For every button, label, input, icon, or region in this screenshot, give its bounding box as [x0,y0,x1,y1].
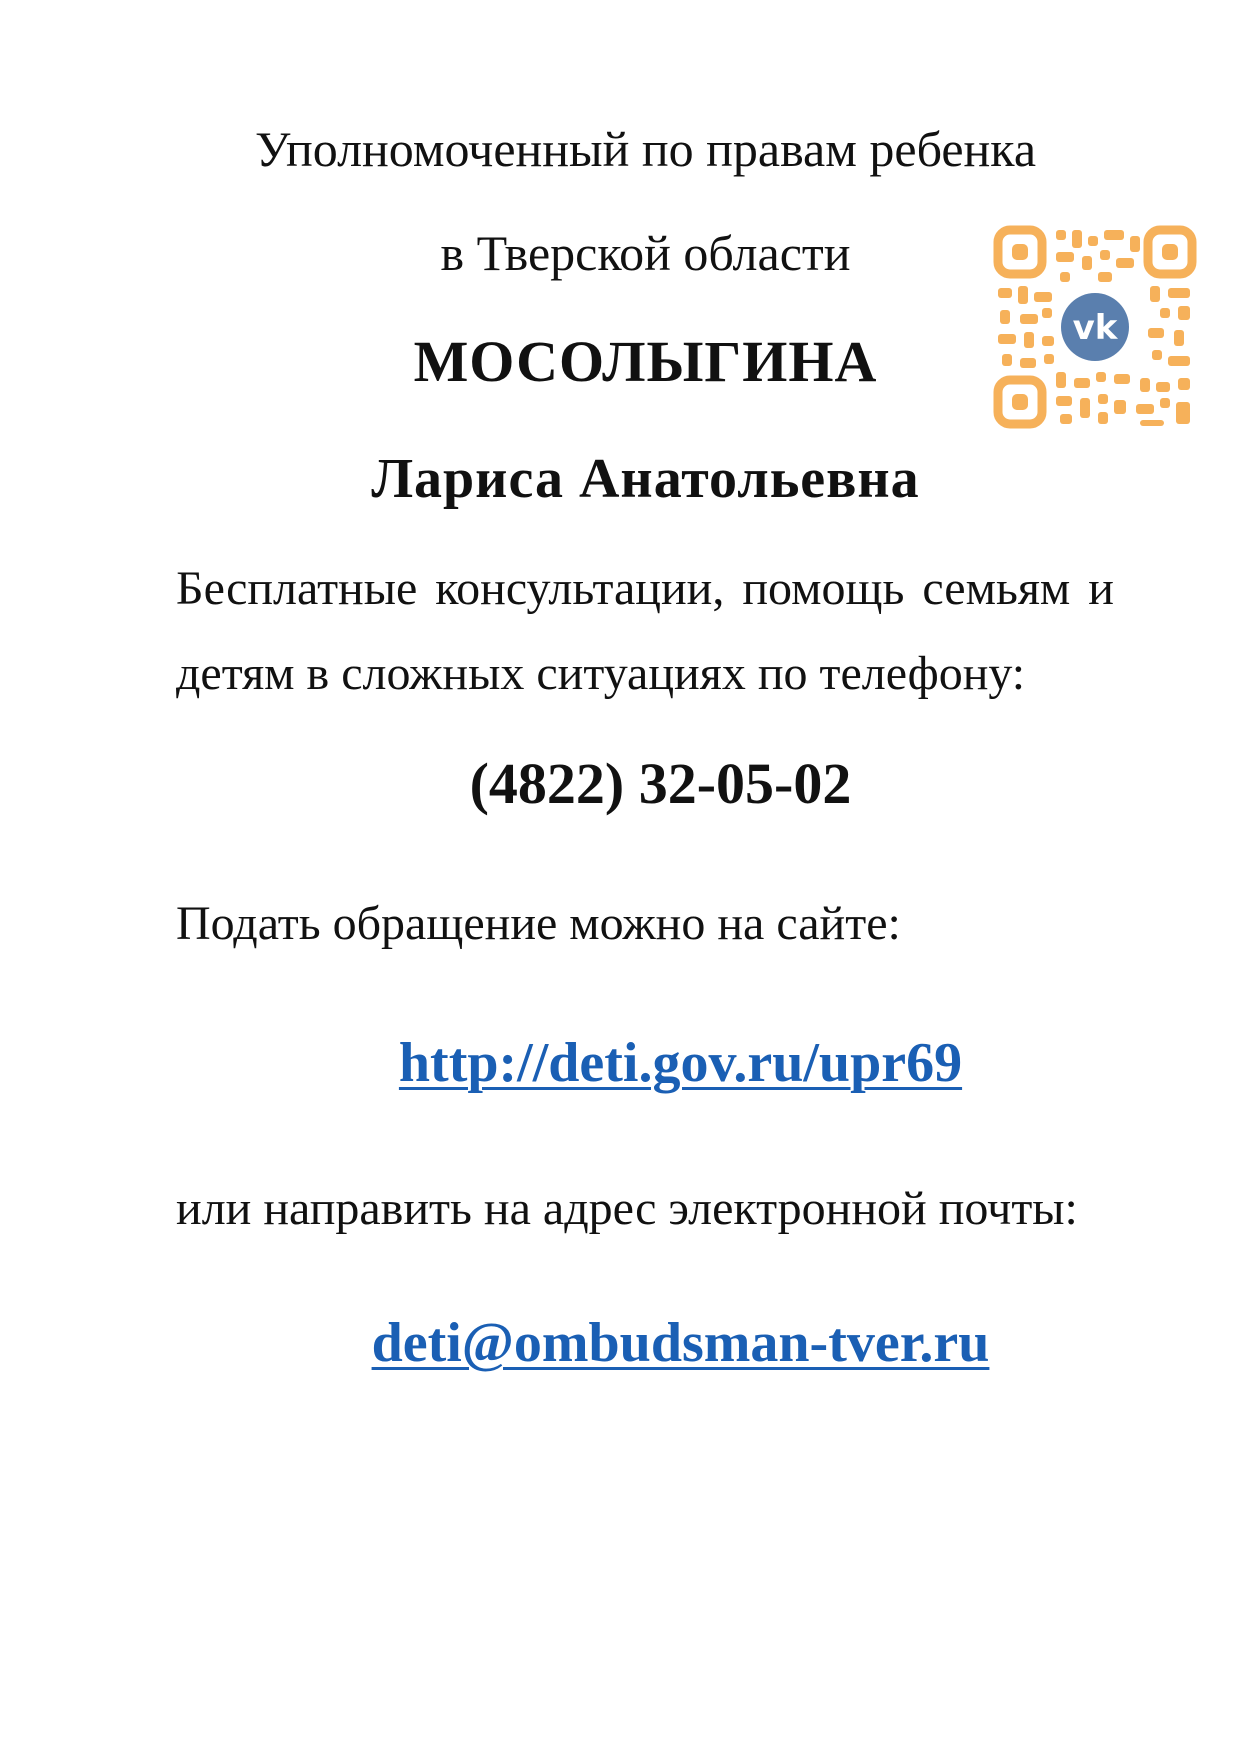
vk-logo-icon [1061,293,1129,361]
svg-text:vk: vk [1072,308,1118,348]
phone-number: (4822) 32-05-02 [469,751,852,816]
site-link[interactable]: http://deti.gov.ru/upr69 [398,1032,963,1094]
appeal-label: Подать обращение можно на сайте: [176,897,901,950]
email-link[interactable]: deti@ombudsman-tver.ru [371,1312,990,1374]
person-surname: МОСОЛЫГИНА [413,329,878,394]
consultation-text-line-1: Бесплатные консультации, помощь семьям и [176,562,1114,615]
email-label: или направить на адрес электронной почты: [176,1182,1078,1235]
site-link-row [0,1032,1241,1094]
ombudsman-title: Уполномоченный по правам ребенка [254,121,1037,177]
person-given-name: Лариса Анатольевна [371,448,920,510]
consultation-text-line-2: детям в сложных ситуациях по телефону: [176,647,1026,700]
email-link-row [0,1312,1241,1374]
vk-qr-code[interactable] [990,222,1200,432]
ombudsman-region: в Тверской области [440,225,851,281]
